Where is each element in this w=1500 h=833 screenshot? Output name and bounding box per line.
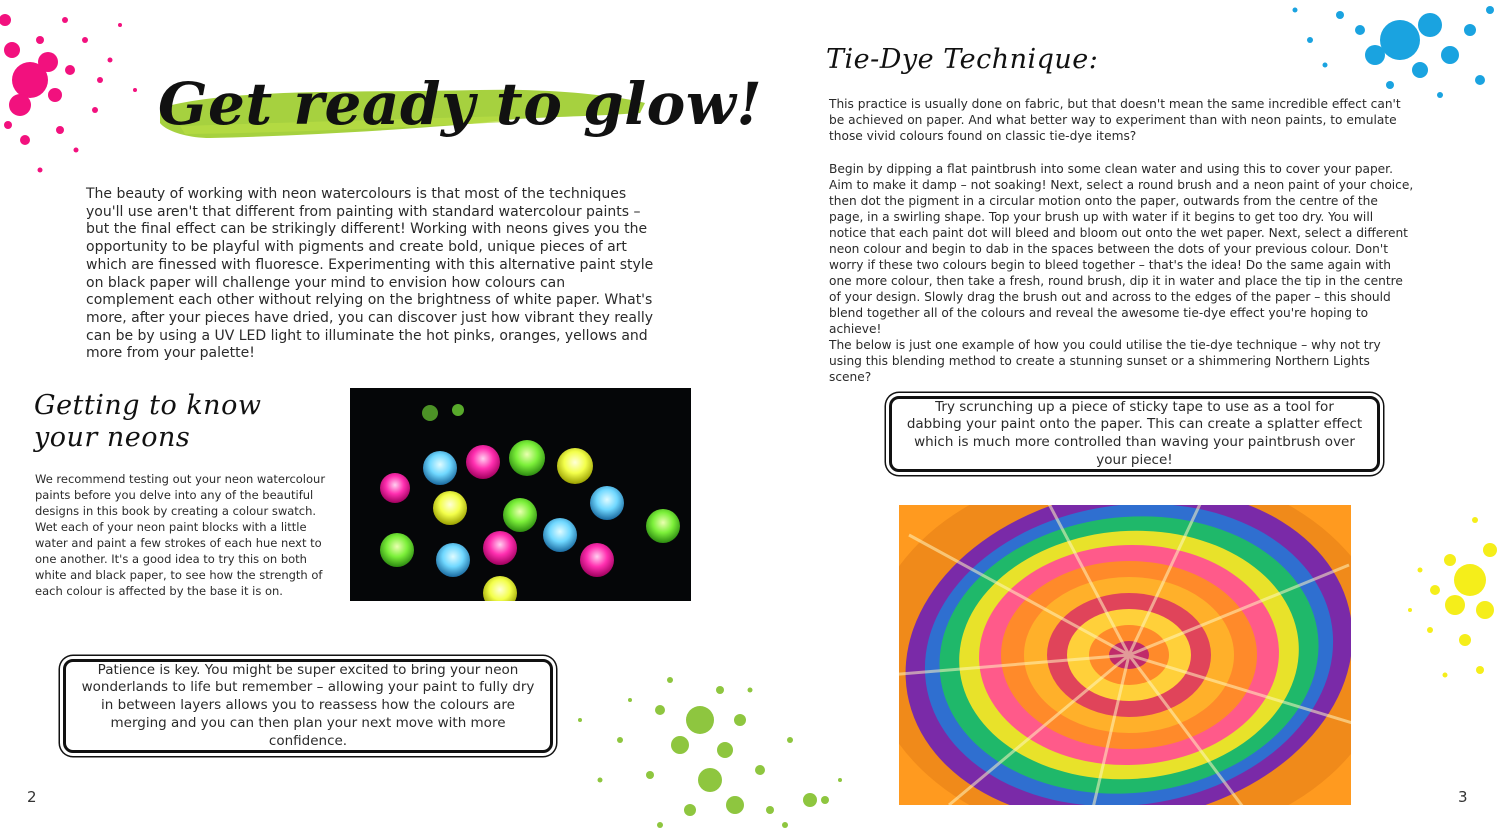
section-heading <box>34 390 261 454</box>
tie-dye-illustration <box>899 505 1351 805</box>
blue-paint-splatter <box>1280 0 1500 110</box>
section-body: We recommend testing out your neon watercolour paints before you delve into any of the beautiful designs in this book by creating a colour swatch. Wet each of your neon paint blocks with a little water and paint a few strokes of each hue next to one another. It's a good idea to try this on both white and black paper, to see how the strength of each colour is affected by the base it is on. <box>35 472 326 598</box>
tip-text: Patience is key. You might be super excited to bring your neon wonderlands to life but remember – allowing your paint to fully dry in between layers allows you to reassess how the colours are merging and you can then plan your next move with more confidence. <box>81 661 535 749</box>
tie-dye-heading: Tie-Dye Technique: <box>826 44 1099 75</box>
section-heading-line1: Getting to know <box>34 390 262 421</box>
tie-dye-paragraph-2: Begin by dipping a flat paintbrush into some clean water and using this to cover your paper. Aim to make it damp – not soaking! Next, select a round brush and a neon paint of your choice, then dot the pigment in a circular motion onto the paper, outwards from the centre of the page, in a swirling shape. Top your brush up with water if it begins to get too dry. You will notice that each paint dot will bleed and bloom out onto the wet paper. Next, select a different neon colour and begin to dab in the spaces between the dots of your previous colour. Don't worry if these two colours begin to bleed together – that's the idea! Do the same again with one more colour, then take a fresh, round brush, dip it in water and place the tip in the centre of your design. Slowly drag the brush out and across to the edges of the paper – this should blend together all of the colours and reveal the awesome tie-dye effect you're hoping to achieve! <box>829 162 1414 336</box>
neon-paint-pots-photo <box>350 388 691 601</box>
neon-pots-illustration <box>350 388 691 601</box>
page-number-right: 3 <box>1458 788 1468 806</box>
tie-dye-paragraph-3: The below is just one example of how you could utilise the tie-dye technique – why not try using this blending method to create a stunning sunset or a shimmering Northern Lights scene? <box>829 338 1381 384</box>
tie-dye-example-photo <box>899 505 1351 805</box>
tip-text: Try scrunching up a piece of sticky tape to use as a tool for dabbing your paint onto the paper. This can create a splatter effect which is much more controlled than waving your paintbrush over your piece! <box>906 398 1363 468</box>
section-heading-line2: your neons <box>34 422 191 453</box>
tip-box-sticky-tape <box>889 396 1380 472</box>
tip-box-patience <box>63 659 553 753</box>
page-number-left: 2 <box>27 788 37 806</box>
yellow-paint-splatter <box>1390 500 1500 700</box>
pink-paint-splatter <box>0 0 160 200</box>
page-title: Get ready to glow! <box>158 70 763 138</box>
green-paint-splatter <box>560 660 860 833</box>
intro-paragraph: The beauty of working with neon watercolours is that most of the techniques you'll use aren't that different from painting with standard watercolour paints – but the final effect can be strikingly different! Working with neons gives you the opportunity to be playful with pigments and create bold, unique pieces of art which are finessed with fluoresce. Experimenting with this alternative paint style on black paper will challenge your mind to envision how colours can complement each other without relying on the brightness of white paper. What's more, after your pieces have dried, you can discover just how vibrant they really can be by using a UV LED light to illuminate the hot pinks, oranges, yellows and more from your palette! <box>86 186 654 362</box>
tie-dye-paragraph-1: This practice is usually done on fabric, but that doesn't mean the same incredible effect can't be achieved on paper. And what better way to experiment than with neon paints, to emulate those vivid colours found on classic tie-dye items? <box>829 97 1401 143</box>
